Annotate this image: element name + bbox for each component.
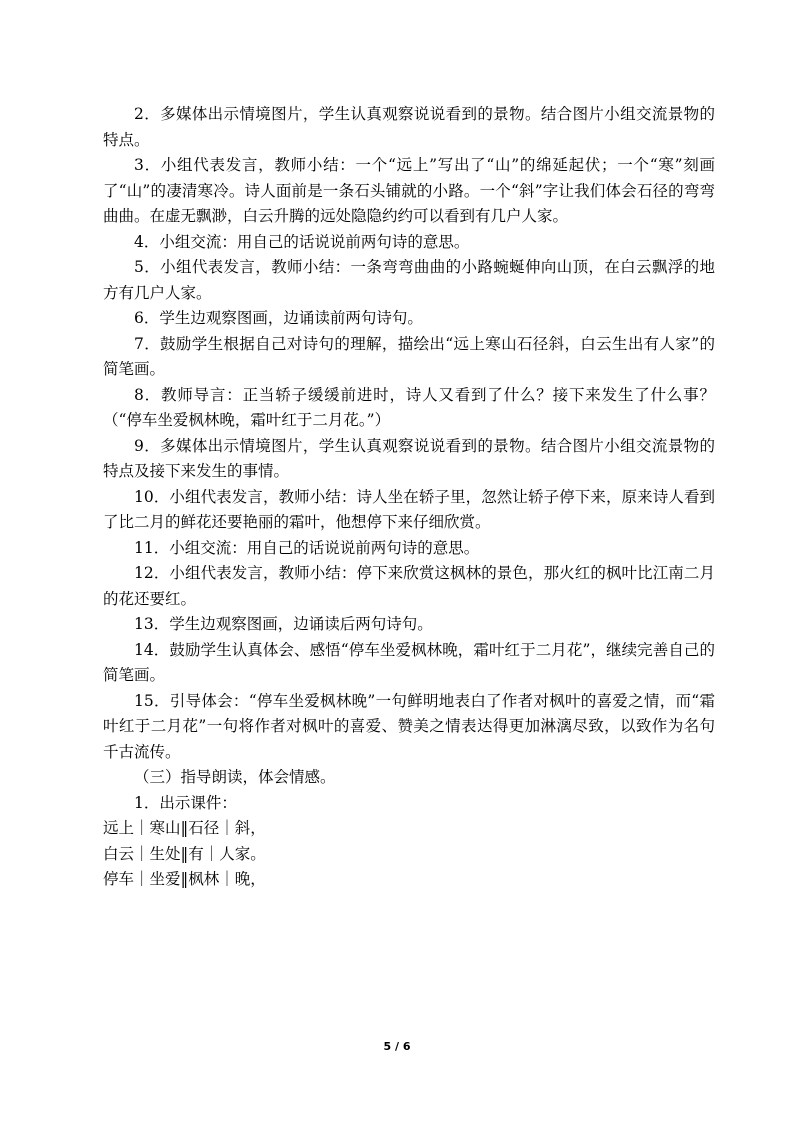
document-body bbox=[103, 102, 715, 893]
step-paragraph: 5．小组代表发言，教师小结：一条弯弯曲曲的小路蜿蜒伸向山顶，在白云飘浮的地方有几户人家。 bbox=[103, 258, 715, 302]
page-number: 5 / 6 bbox=[383, 1040, 411, 1053]
step-paragraph: 14．鼓励学生认真体会、感悟“停车坐爱枫林晚，霜叶红于二月花”，继续完善自己的简笔画。 bbox=[103, 640, 715, 684]
section-heading: （三）指导朗读，体会情感。 bbox=[134, 768, 336, 786]
step-paragraph: 15．引导体会：“停车坐爱枫林晚”一句鲜明地表白了作者对枫叶的喜爱之情，而“霜叶红于二月花”一句将作者对枫叶的喜爱、赞美之情表达得更加淋漓尽致，以致作为名句千古流传。 bbox=[103, 691, 715, 761]
step-paragraph: 11．小组交流：用自己的话说说前两句诗的意思。 bbox=[134, 538, 480, 557]
step-paragraph: 9．多媒体出示情境图片，学生认真观察说说看到的景物。结合图片小组交流景物的特点及接下来发生的事情。 bbox=[103, 436, 715, 480]
step-paragraph: 12．小组代表发言，教师小结：停下来欣赏这枫林的景色，那火红的枫叶比江南二月的花还要红。 bbox=[103, 564, 715, 608]
poem-line: 白云｜生处‖有｜人家。 bbox=[103, 844, 266, 863]
step-paragraph: 10．小组代表发言，教师小结：诗人坐在轿子里，忽然让轿子停下来，原来诗人看到了比二月的鲜花还要艳丽的霜叶，他想停下来仔细欣赏。 bbox=[103, 487, 715, 531]
step-paragraph: 3．小组代表发言，教师小结：一个“远上”写出了“山”的绵延起伏；一个“寒”刻画了“山”的凄清寒冷。诗人面前是一条石头铺就的小路。一个“斜”字让我们体会石径的弯弯曲曲。在虚无飘渺，白云升腾的远处隐隐约约可以看到有几户人家。 bbox=[103, 156, 715, 225]
step-paragraph: 6．学生边观察图画，边诵读前两句诗句。 bbox=[134, 309, 423, 327]
step-paragraph: 8．教师导言：正当轿子缓缓前进时，诗人又看到了什么？接下来发生了什么事？（“停车坐爱枫林晚，霜叶红于二月花。”） bbox=[103, 385, 715, 429]
step-paragraph: 7．鼓励学生根据自己对诗句的理解，描绘出“远上寒山石径斜，白云生出有人家”的简笔画。 bbox=[103, 334, 715, 378]
step-paragraph: 1．出示课件： bbox=[134, 793, 237, 812]
step-paragraph: 2．多媒体出示情境图片，学生认真观察说说看到的景物。结合图片小组交流景物的特点。 bbox=[103, 105, 715, 149]
step-paragraph: 13．学生边观察图画，边诵读后两句诗句。 bbox=[134, 615, 433, 633]
step-paragraph: 4．小组交流：用自己的话说说前两句诗的意思。 bbox=[134, 232, 470, 251]
poem-line: 远上｜寒山‖石径｜斜， bbox=[103, 819, 266, 837]
poem-line: 停车｜坐爱‖枫林｜晚， bbox=[103, 870, 266, 888]
